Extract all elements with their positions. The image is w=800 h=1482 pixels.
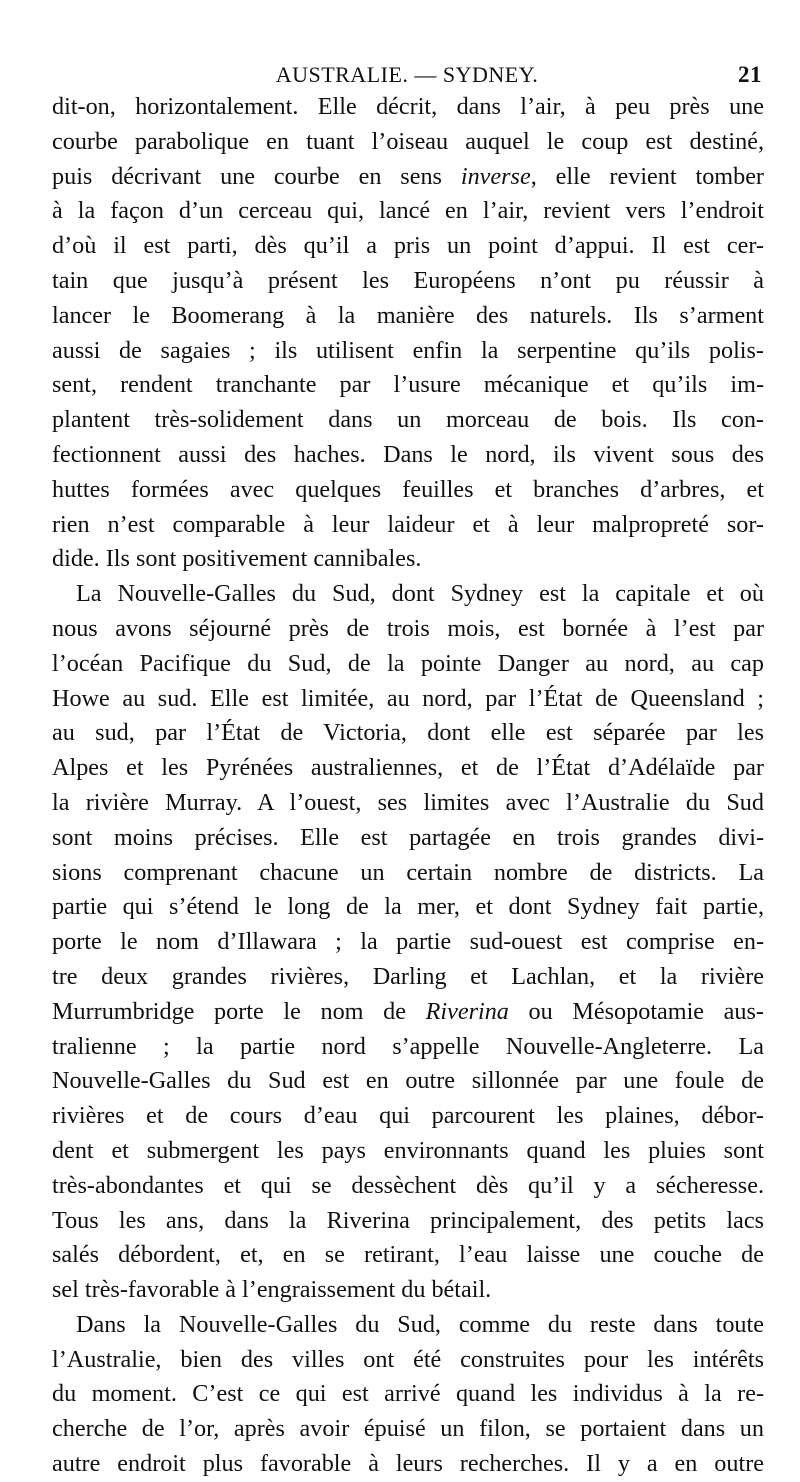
text-line: à la façon d’un cerceau qui, lancé en l’air, revient vers l’endroit <box>52 197 764 225</box>
text-line <box>52 160 764 195</box>
text-line: rien n’est comparable à leur laideur et à leur malpropreté sor- <box>52 510 764 538</box>
paragraph-2 <box>52 577 764 1308</box>
text-line: la rivière Murray. A l’ouest, ses limites avec l’Australie du Sud <box>52 788 764 816</box>
line-segment: ou Mésopotamie aus- <box>508 997 764 1025</box>
text-line: salés débordent, et, en se retirant, l’eau laisse une couche de <box>52 1241 764 1269</box>
text-line: du moment. C’est ce qui est arrivé quand les individus à la re- <box>52 1380 764 1408</box>
text-line: l’océan Pacifique du Sud, de la pointe Danger au nord, au cap <box>52 649 764 677</box>
text-line: l’Australie, bien des villes ont été construites pour les intérêts <box>52 1345 764 1373</box>
text-line: au sud, par l’État de Victoria, dont elle est séparée par les <box>52 719 764 747</box>
text-line: lancer le Boomerang à la manière des naturels. Ils s’arment <box>52 301 764 329</box>
text-line: cherche de l’or, après avoir épuisé un filon, se portaient dans un <box>52 1415 764 1443</box>
text-line: tralienne ; la partie nord s’appelle Nouvelle-Angleterre. La <box>52 1032 764 1060</box>
line-segment: puis décrivant une courbe en sens <box>52 162 461 190</box>
text-line: fectionnent aussi des haches. Dans le nord, ils vivent sous des <box>52 440 764 468</box>
text-line: Nouvelle-Galles du Sud est en outre sillonnée par une foule de <box>52 1067 764 1095</box>
text-line: La Nouvelle-Galles du Sud, dont Sydney est la capitale et où <box>76 580 764 608</box>
italic-word: Riverina <box>425 997 509 1025</box>
text-line: plantent très-solidement dans un morceau de bois. Ils con- <box>52 406 764 434</box>
text-line: Dans la Nouvelle-Galles du Sud, comme du reste dans toute <box>76 1310 764 1338</box>
text-line: huttes formées avec quelques feuilles et branches d’arbres, et <box>52 475 764 503</box>
text-line: tain que jusqu’à présent les Européens n’ont pu réussir à <box>52 266 764 294</box>
text-line: rivières et de cours d’eau qui parcourent les plaines, débor- <box>52 1102 764 1130</box>
text-line: d’où il est parti, dès qu’il a pris un point d’appui. Il est cer- <box>52 232 764 260</box>
text-line: aussi de sagaies ; ils utilisent enfin la serpentine qu’ils polis- <box>52 336 764 364</box>
page-number: 21 <box>738 62 762 87</box>
line-segment: , elle revient tomber <box>530 162 764 190</box>
text-line: Alpes et les Pyrénées australiennes, et de l’État d’Adélaïde par <box>52 754 764 782</box>
text-line: sions comprenant chacune un certain nombre de districts. La <box>52 858 764 886</box>
text-line: sont moins précises. Elle est partagée en trois grandes divi- <box>52 823 764 851</box>
text-line: Howe au sud. Elle est limitée, au nord, par l’État de Queensland ; <box>52 684 764 712</box>
paragraph-3 <box>52 1308 764 1482</box>
text-line: très-abondantes et qui se dessèchent dès qu’il y a sécheresse. <box>52 1171 764 1199</box>
text-line: autre endroit plus favorable à leurs recherches. Il y a en outre <box>52 1450 764 1478</box>
text-line: courbe parabolique en tuant l’oiseau auquel le coup est destiné, <box>52 127 764 155</box>
text-line: dide. Ils sont positivement cannibales. <box>52 545 422 573</box>
page-header <box>52 56 762 90</box>
text-line: partie qui s’étend le long de la mer, et dont Sydney fait partie, <box>52 893 764 921</box>
text-line: sel très-favorable à l’engraissement du bétail. <box>52 1276 492 1304</box>
running-title: AUSTRALIE. — SYDNEY. <box>275 62 539 87</box>
text-line: dent et submergent les pays environnants quand les pluies sont <box>52 1136 764 1164</box>
italic-word: inverse <box>460 162 531 190</box>
paragraph-1 <box>52 90 764 577</box>
text-line: sent, rendent tranchante par l’usure mécanique et qu’ils im- <box>52 371 764 399</box>
text-line: dit-on, horizontalement. Elle décrit, dans l’air, à peu près une <box>52 93 764 120</box>
text-line <box>52 995 764 1030</box>
text-line: porte le nom d’Illawara ; la partie sud-ouest est comprise en- <box>52 928 764 956</box>
body-text <box>52 90 764 1482</box>
line-segment: Murrumbridge porte le nom de <box>52 997 426 1025</box>
text-line: tre deux grandes rivières, Darling et Lachlan, et la rivière <box>52 962 764 990</box>
text-line: nous avons séjourné près de trois mois, est bornée à l’est par <box>52 614 764 642</box>
text-line: Tous les ans, dans la Riverina principalement, des petits lacs <box>52 1206 764 1234</box>
